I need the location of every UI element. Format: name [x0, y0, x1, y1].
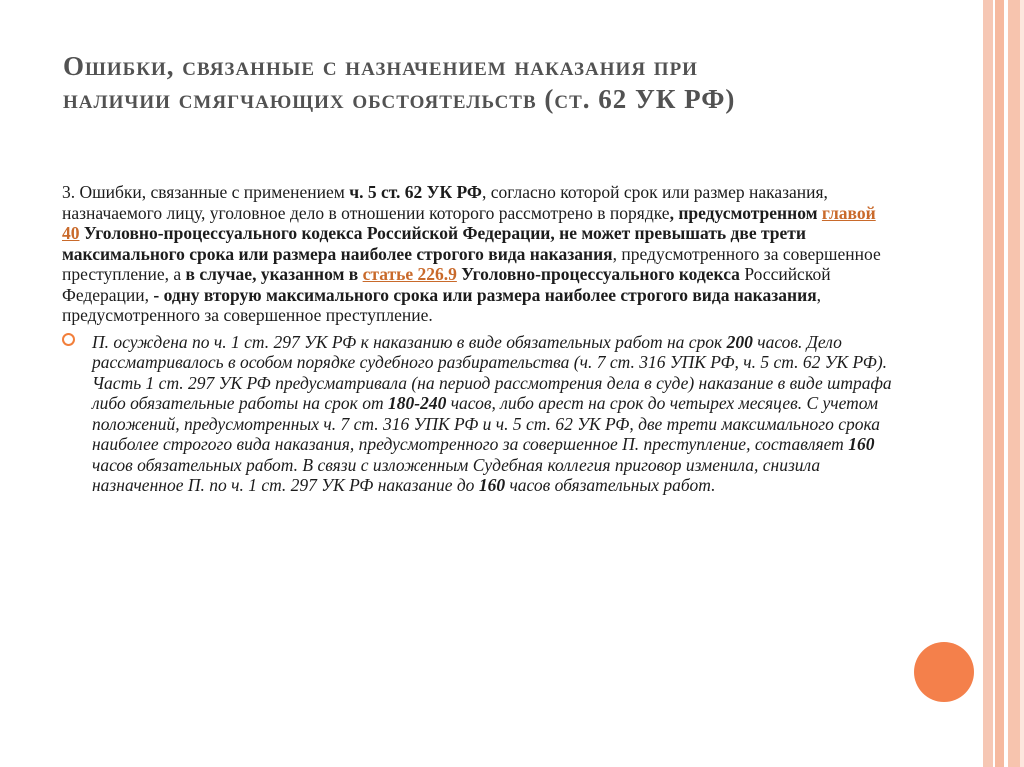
- bold-text-run: Уголовно-процессуального кодекса: [456, 264, 740, 284]
- bold-text-run: - одну вторую максимального срока или размера наиболее строгого вида наказания: [153, 284, 817, 305]
- slide-body: [62, 182, 892, 496]
- bold-text-run: в случае, указанном в: [185, 264, 363, 284]
- text-run: , предусмотренного за совершенное преступление.: [62, 284, 822, 325]
- text-run: , предусмотренного за совершенное преступление, а: [62, 243, 881, 284]
- right-border-stripe: [1008, 0, 1020, 767]
- bold-number: 160: [478, 475, 506, 495]
- text-run: часов, либо арест на срок до четырех месяцев. С учетом положений, предусмотренных ч. 7 ст. 316 УПК РФ и ч. 5 ст. 62 УК РФ, две трети максимального срока наиболее строгого вида наказания, предусмотренного за совершенное П. преступление, составляет: [92, 393, 880, 454]
- bold-text-run: ч. 5 ст. 62 УК РФ: [349, 182, 482, 202]
- title-line-1: Ошибки, связанные с назначением наказания при: [63, 51, 698, 81]
- bold-number: 160: [848, 434, 875, 454]
- circle-bullet-icon: [62, 333, 75, 346]
- text-run: Российской Федерации,: [62, 264, 831, 305]
- chapter-40-link[interactable]: главой 40: [62, 202, 876, 243]
- text-run: часов обязательных работ. В связи с изложенным Судебная коллегия приговор изменила, снизила назначенное П. по ч. 1 ст. 297 УК РФ наказание до: [92, 454, 821, 495]
- right-border-stripe: [995, 0, 1004, 767]
- article-226-9-link[interactable]: статье 226.9: [362, 264, 457, 284]
- text-run: часов обязательных работ.: [505, 475, 716, 495]
- right-border-stripe: [1020, 0, 1024, 767]
- main-paragraph: [62, 182, 892, 326]
- text-run: часов. Дело рассматривалось в особом порядке судебного разбирательства (ч. 7 ст. 316 УПК РФ, ч. 5 ст. 62 УК РФ). Часть 1 ст. 297 УК РФ предусматривала (на период рассмотрения дела в суде) наказание в виде штрафа либо обязательные работы на срок от: [92, 331, 892, 413]
- orange-circle-icon: [914, 642, 974, 702]
- text-run: П. осуждена по ч. 1 ст. 297 УК РФ к наказанию в виде обязательных работ на срок: [92, 331, 727, 352]
- text-run: , согласно которой срок или размер наказания, назначаемого лицу, уголовное дело в отношении которого рассмотрено в порядке: [62, 182, 828, 223]
- bold-number: 200: [726, 331, 753, 352]
- bold-number: 180-240: [388, 393, 447, 413]
- text-run: 3. Ошибки, связанные с применением: [62, 182, 350, 202]
- title-line-2: наличии смягчающих обстоятельств (ст. 62 УК РФ): [63, 84, 736, 114]
- slide-title: [63, 50, 943, 116]
- bold-text-run: Уголовно-процессуального кодекса Российской Федерации, не может превышать две трети максимального срока или размера наиболее строгого вида наказания: [62, 223, 806, 264]
- example-bullet: [62, 332, 892, 496]
- bold-text-run: , предусмотренном: [669, 202, 822, 223]
- right-border-stripe: [983, 0, 993, 767]
